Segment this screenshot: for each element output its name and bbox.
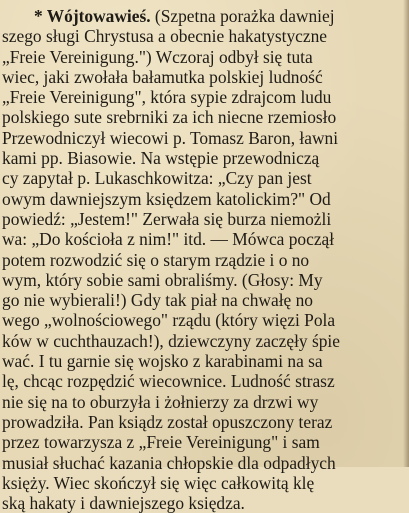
article-line-20: nie się na to oburzyła i żołnierzy za drzwi wy: [2, 391, 319, 412]
article-text-column: [2, 6, 404, 513]
article-line-4: wiec, jaki zwołała bałamutka polskiej ludność: [2, 66, 323, 87]
article-line-16: wego „wolnościowego" rządu (który więzi Pola: [2, 310, 336, 331]
article-line-17: ków w cuchthauzach!), dziewczyny zaczęły śpie: [2, 330, 340, 351]
article-line-2: szego sługi Chrystusa a obecnie hakatystyczne: [2, 26, 328, 47]
article-line-18: wać. I tu garnie się wojsko z karabinami na sa: [2, 351, 323, 372]
article-line-7: Przewodniczył wiecowi p. Tomasz Baron, ławni: [2, 127, 339, 148]
article-headline: * Wójtowawieś.: [34, 6, 151, 26]
article-line-1: [2, 6, 404, 26]
article-line-21: prowadziła. Pan ksiądz został opuszczony teraz: [2, 411, 333, 432]
article-line-13: potem rozwodzić się o starym rządzie i o no: [2, 249, 310, 270]
page-edge-shadow: [403, 0, 409, 467]
article-line-19: lę, chcąc rozpędzić wiecownice. Ludność strasz: [2, 371, 335, 392]
article-line-10: owym dawniejszym księdzem katolickim?" Od: [2, 188, 331, 209]
article-line-11: powiedź: „Jestem!" Zerwała się burza niemożli: [2, 208, 332, 229]
article-line-25: ską hakaty i dawniejszego księdza.: [2, 493, 245, 513]
article-line-5: „Freie Vereinigung", która sypie zdrajcom ludu: [2, 87, 332, 108]
article-line-6: polskiego sute srebrniki za ich niecne rzemiosło: [2, 107, 337, 128]
article-line-8: kami pp. Biasowie. Na wstępie przewodniczą: [2, 148, 320, 169]
article-line-12: wa: „Do kościoła z nim!" itd. — Mówca począł: [2, 229, 335, 250]
article-line-3: „Freie Vereinigung.") Wczoraj odbył się tuta: [2, 46, 313, 67]
article-line-23: musiał słuchać kazania chłopskie dla odpadłych: [2, 452, 336, 473]
article-line-14: wym, który sobie sami obraliśmy. (Głosy: My: [2, 269, 323, 290]
article-line-24: księży. Wiec skończył się więc całkowitą klę: [2, 472, 315, 493]
article-line-9: cy zapytał p. Lukaschkowitza: „Czy pan jest: [2, 168, 312, 189]
article-line-22: przez towarzysza z „Freie Vereinigung" i sam: [2, 432, 320, 453]
article-line-1-text: (Szpetna porażka dawniej: [150, 6, 335, 26]
article-line-15: go nie wybierali!) Gdy tak piał na chwałę no: [2, 290, 313, 311]
